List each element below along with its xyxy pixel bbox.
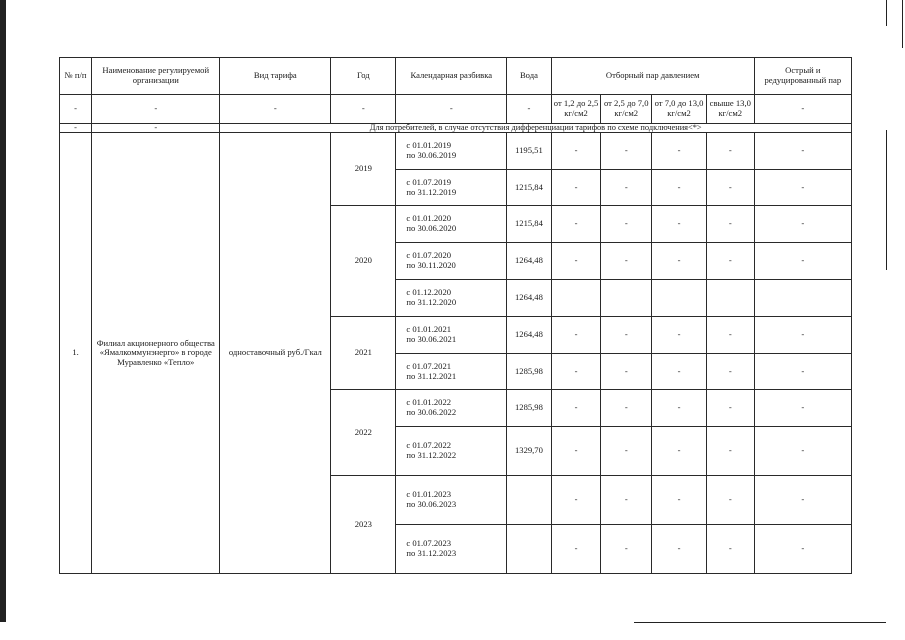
period-from: с 01.01.2020 <box>406 213 452 224</box>
period-cell <box>396 206 507 243</box>
tariff-dash: - <box>601 206 652 243</box>
tariff-dash: - <box>652 317 707 354</box>
tariff-dash: - <box>601 476 652 525</box>
period-to: по 31.12.2022 <box>406 450 457 460</box>
water-value <box>507 476 552 525</box>
water-value: 1195,51 <box>507 133 552 170</box>
period-cell <box>396 243 507 280</box>
tariff-dash <box>601 280 652 317</box>
water-value <box>507 525 552 574</box>
sub-pressure-2: от 2,5 до 7,0 кг/см2 <box>601 95 652 124</box>
sub-dash: - <box>220 95 331 124</box>
sub-dash: - <box>331 95 396 124</box>
tariff-table <box>59 57 852 574</box>
period-cell <box>396 354 507 390</box>
year-cell: 2022 <box>331 390 396 476</box>
tariff-dash <box>706 280 754 317</box>
header-steam: Отборный пар давлением <box>551 58 754 95</box>
tariff-dash: - <box>706 525 754 574</box>
tariff-dash: - <box>652 170 707 206</box>
header-tariff-kind: Вид тарифа <box>220 58 331 95</box>
period-cell <box>396 317 507 354</box>
tariff-dash: - <box>754 476 851 525</box>
period-cell <box>396 133 507 170</box>
tariff-dash <box>551 280 601 317</box>
note-dash: - <box>60 124 92 133</box>
year-cell: 2020 <box>331 206 396 317</box>
tariff-dash: - <box>652 133 707 170</box>
water-value: 1264,48 <box>507 280 552 317</box>
period-from: с 01.07.2021 <box>406 360 452 371</box>
period-from: с 01.01.2021 <box>406 324 452 335</box>
sub-pressure-1: от 1,2 до 2,5 кг/см2 <box>551 95 601 124</box>
tariff-dash: - <box>551 317 601 354</box>
tariff-dash: - <box>551 170 601 206</box>
header-year: Год <box>331 58 396 95</box>
tariff-dash <box>754 280 851 317</box>
tariff-dash: - <box>601 427 652 476</box>
water-value: 1215,84 <box>507 206 552 243</box>
header-num: № п/п <box>60 58 92 95</box>
entry-tariff: одноставочный руб./Гкал <box>220 133 331 574</box>
period-from: с 01.01.2019 <box>406 140 452 151</box>
water-value: 1285,98 <box>507 390 552 427</box>
header-period: Календарная разбивка <box>396 58 507 95</box>
tariff-dash: - <box>706 427 754 476</box>
period-cell <box>396 525 507 574</box>
tariff-dash <box>652 280 707 317</box>
tariff-dash: - <box>652 390 707 427</box>
tariff-dash: - <box>601 243 652 280</box>
sub-dash: - <box>92 95 220 124</box>
tariff-dash: - <box>706 133 754 170</box>
year-cell: 2023 <box>331 476 396 574</box>
period-to: по 30.06.2019 <box>406 150 457 160</box>
header-org: Наименование регулируемой организации <box>92 58 220 95</box>
scan-bottom-line <box>634 622 886 623</box>
period-to: по 31.12.2021 <box>406 370 457 381</box>
tariff-dash: - <box>601 354 652 390</box>
table-row <box>60 133 852 170</box>
tariff-dash: - <box>601 525 652 574</box>
period-from: с 01.07.2020 <box>406 250 452 261</box>
tariff-dash: - <box>754 390 851 427</box>
tariff-dash: - <box>706 206 754 243</box>
note-row <box>60 124 852 133</box>
tariff-dash: - <box>754 243 851 280</box>
tariff-dash: - <box>551 427 601 476</box>
entry-organization: Филиал акционерного общества «Ямалкоммунэнерго» в городе Муравленко «Тепло» <box>92 133 220 574</box>
water-value: 1264,48 <box>507 243 552 280</box>
water-value: 1329,70 <box>507 427 552 476</box>
sub-pressure-3: от 7,0 до 13,0 кг/см2 <box>652 95 707 124</box>
water-value: 1285,98 <box>507 354 552 390</box>
tariff-dash: - <box>754 206 851 243</box>
period-to: по 30.06.2023 <box>406 499 457 509</box>
period-from: с 01.12.2020 <box>406 287 452 298</box>
tariff-dash: - <box>706 354 754 390</box>
sub-dash: - <box>60 95 92 124</box>
sub-dash: - <box>396 95 507 124</box>
period-cell <box>396 476 507 525</box>
tariff-dash: - <box>601 170 652 206</box>
year-cell: 2021 <box>331 317 396 390</box>
tariff-dash: - <box>551 476 601 525</box>
sub-dash: - <box>754 95 851 124</box>
tariff-dash: - <box>551 525 601 574</box>
tariff-dash: - <box>754 354 851 390</box>
sub-pressure-4: свыше 13,0 кг/см2 <box>706 95 754 124</box>
period-from: с 01.07.2023 <box>406 538 452 549</box>
tariff-dash: - <box>551 243 601 280</box>
sub-dash: - <box>507 95 552 124</box>
scan-right-mark-2 <box>886 130 887 270</box>
period-cell <box>396 390 507 427</box>
tariff-dash: - <box>551 133 601 170</box>
tariff-dash: - <box>706 390 754 427</box>
period-to: по 31.12.2023 <box>406 548 457 558</box>
tariff-dash: - <box>551 390 601 427</box>
entry-number: 1. <box>60 133 92 574</box>
tariff-dash: - <box>652 206 707 243</box>
note-text: Для потребителей, в случае отсутствия дифференциации тарифов по схеме подключения<*> <box>220 124 852 133</box>
tariff-dash: - <box>754 170 851 206</box>
tariff-dash: - <box>652 243 707 280</box>
tariff-dash: - <box>706 476 754 525</box>
tariff-dash: - <box>706 317 754 354</box>
period-to: по 30.06.2020 <box>406 223 457 233</box>
tariff-dash: - <box>551 206 601 243</box>
period-from: с 01.07.2022 <box>406 440 452 451</box>
period-to: по 30.11.2020 <box>406 260 456 270</box>
tariff-dash: - <box>652 427 707 476</box>
tariff-dash: - <box>754 525 851 574</box>
note-dash: - <box>92 124 220 133</box>
scan-left-edge <box>0 0 6 622</box>
tariff-dash: - <box>652 354 707 390</box>
period-from: с 01.01.2022 <box>406 397 452 408</box>
data-body <box>60 133 852 574</box>
period-from: с 01.07.2019 <box>406 176 452 187</box>
period-cell <box>396 427 507 476</box>
header-sharp-steam: Острый и редуцированный пар <box>754 58 851 95</box>
water-value: 1264,48 <box>507 317 552 354</box>
tariff-dash: - <box>652 525 707 574</box>
tariff-dash: - <box>601 390 652 427</box>
period-to: по 31.12.2020 <box>406 297 457 307</box>
period-cell <box>396 280 507 317</box>
period-from: с 01.01.2023 <box>406 489 452 500</box>
scan-top-right-mark <box>886 0 887 26</box>
tariff-dash: - <box>601 133 652 170</box>
tariff-dash: - <box>706 170 754 206</box>
period-to: по 31.12.2019 <box>406 186 457 197</box>
tariff-dash: - <box>601 317 652 354</box>
scan-right-edge-mark <box>902 0 903 48</box>
period-to: по 30.06.2022 <box>406 407 457 417</box>
period-cell <box>396 170 507 206</box>
tariff-dash: - <box>551 354 601 390</box>
tariff-dash: - <box>706 243 754 280</box>
water-value: 1215,84 <box>507 170 552 206</box>
period-to: по 30.06.2021 <box>406 334 457 344</box>
tariff-dash: - <box>754 317 851 354</box>
header-water: Вода <box>507 58 552 95</box>
subheader-row <box>60 95 852 124</box>
tariff-dash: - <box>754 427 851 476</box>
year-cell: 2019 <box>331 133 396 206</box>
header-row <box>60 58 852 95</box>
tariff-dash: - <box>754 133 851 170</box>
tariff-dash: - <box>652 476 707 525</box>
